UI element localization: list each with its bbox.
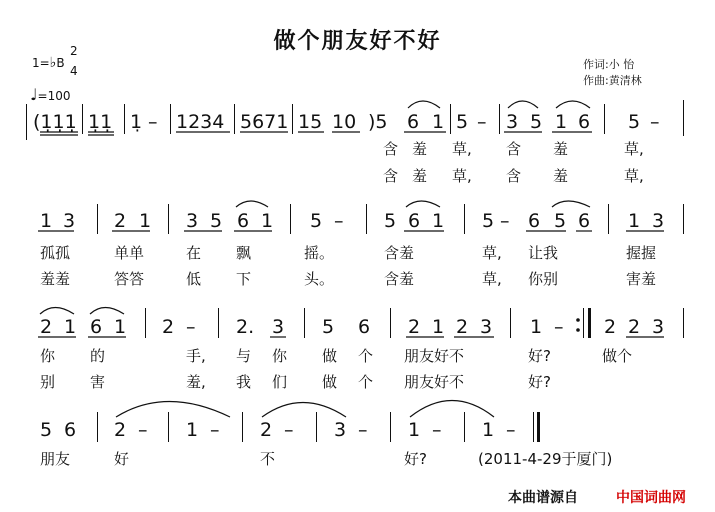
lyric: 草, (482, 244, 502, 262)
note: 1̣ (130, 111, 143, 133)
note: 6 (578, 111, 591, 133)
lyric: 羞 (412, 140, 428, 158)
note: 3 (272, 316, 285, 338)
flat-sign: ♭ (49, 55, 57, 71)
lyric: 你 (272, 347, 288, 365)
lyric: 单单 (114, 244, 145, 262)
lyric: 不 (260, 450, 276, 468)
footer-brand[interactable] (616, 487, 686, 507)
note: 1 (261, 210, 274, 232)
note: 6 (237, 210, 250, 232)
dash: – (334, 210, 344, 232)
note: 2 (408, 316, 421, 338)
note: 2. (236, 316, 255, 338)
lyric: 害羞 (626, 270, 657, 288)
lyric: 与 (236, 347, 252, 365)
dash: – (506, 419, 516, 441)
note: 3 (652, 316, 665, 338)
lyric: 做个 (602, 347, 633, 365)
note: 1 (482, 419, 495, 441)
time-signature-bottom: 4 (70, 64, 78, 78)
lyric: 好? (528, 373, 551, 391)
lyric: 做 (322, 373, 338, 391)
lyric: 羞, (186, 373, 206, 391)
note: 3 (506, 111, 519, 133)
note: 1 (628, 210, 641, 232)
lyric: 下 (236, 270, 252, 288)
lyricist-credit: 作词:小 怡 (583, 58, 635, 71)
lyric: 让我 (528, 244, 559, 262)
dash: – (554, 316, 564, 338)
note: 5 (310, 210, 323, 232)
note-group: 10 (332, 111, 357, 133)
lyric: 孤孤 (40, 244, 71, 262)
tempo-marking: ♩=100 (30, 85, 71, 104)
lyric: 你别 (528, 270, 559, 288)
note: 5 (210, 210, 223, 232)
lyric: 头。 (304, 270, 335, 288)
note: 5 (530, 111, 543, 133)
lyric: 飘 (236, 244, 252, 262)
lyric: 低 (186, 270, 202, 288)
note: 5 (628, 111, 641, 133)
note: 6 (528, 210, 541, 232)
note: 1 (408, 419, 421, 441)
note: 1 (555, 111, 568, 133)
lyric: 你 (40, 347, 56, 365)
dash: – (500, 210, 510, 232)
note: )5 (368, 111, 388, 133)
lyric: 含 (383, 167, 399, 185)
composition-date: (2011-4-29于厦门) (478, 450, 613, 468)
lyric: 好? (404, 450, 427, 468)
lyric: 草, (624, 167, 644, 185)
lyric: 含羞 (384, 270, 415, 288)
note-group: (1̣1̣1̣ (33, 111, 77, 133)
note: 3 (63, 210, 76, 232)
site-name[interactable]: 中国词曲网 (616, 490, 686, 506)
lyric: 草, (452, 167, 472, 185)
lyric: 羞 (553, 167, 569, 185)
lyric: 羞羞 (40, 270, 71, 288)
note: 2 (456, 316, 469, 338)
note: 6 (407, 111, 420, 133)
source-label: 本曲谱源自 (508, 490, 578, 506)
note: 3 (652, 210, 665, 232)
lyric: 别 (40, 373, 56, 391)
note: 1 (114, 316, 127, 338)
note: 5 (384, 210, 397, 232)
page-title: 做个朋友好不好 (273, 29, 442, 54)
time-signature-top: 2 (70, 44, 78, 58)
lyric: 含羞 (384, 244, 415, 262)
dash: – (477, 111, 487, 133)
note-group: 5671 (240, 111, 289, 133)
dash: – (358, 419, 368, 441)
note: 1 (432, 111, 445, 133)
note-group: 1̣1̣ (88, 111, 113, 133)
note: 1 (186, 419, 199, 441)
note: 2 (114, 210, 127, 232)
lyric: 草, (452, 140, 472, 158)
lyric: 朋友好不 (404, 347, 465, 365)
note: 3 (186, 210, 199, 232)
dash: – (148, 111, 158, 133)
lyric: 在 (186, 244, 202, 262)
note: 2 (114, 419, 127, 441)
lyric: 摇。 (304, 244, 335, 262)
note: 5 (482, 210, 495, 232)
note: 1 (64, 316, 77, 338)
lyric: 做 (322, 347, 338, 365)
key-label: 1=♭B (32, 55, 65, 71)
lyric: 含 (506, 167, 522, 185)
note: 6 (64, 419, 77, 441)
note: 2 (628, 316, 641, 338)
note: 6 (358, 316, 371, 338)
note: 5 (322, 316, 335, 338)
note: 2 (260, 419, 273, 441)
note: 2 (604, 316, 617, 338)
lyric: 朋友好不 (404, 373, 465, 391)
lyric: 握握 (626, 244, 657, 262)
footer-source (508, 487, 578, 507)
note: 2 (40, 316, 53, 338)
note: 5 (456, 111, 469, 133)
lyric: 个 (358, 373, 374, 391)
note: 6 (90, 316, 103, 338)
lyric: 好? (528, 347, 551, 365)
lyric: 们 (272, 373, 288, 391)
composer-credit: 作曲:黄清林 (583, 74, 642, 87)
lyric: 羞 (553, 140, 569, 158)
lyric: 好 (114, 450, 130, 468)
quarter-note-icon: ♩ (30, 85, 38, 104)
note: 3 (480, 316, 493, 338)
note: 1 (40, 210, 53, 232)
lyric: 含 (383, 140, 399, 158)
note: 1 (139, 210, 152, 232)
lyric: 含 (506, 140, 522, 158)
dash: – (138, 419, 148, 441)
lyric: 草, (482, 270, 502, 288)
note: 3 (334, 419, 347, 441)
lyric: 羞 (412, 167, 428, 185)
note: 2 (162, 316, 175, 338)
note: 1 (530, 316, 543, 338)
lyric: 的 (90, 347, 106, 365)
dash: – (432, 419, 442, 441)
lyric: 个 (358, 347, 374, 365)
note: 1 (432, 210, 445, 232)
dash: – (210, 419, 220, 441)
lyric: 朋友 (40, 450, 71, 468)
lyric: 草, (624, 140, 644, 158)
note: 1 (432, 316, 445, 338)
dash: – (284, 419, 294, 441)
lyric: 害 (90, 373, 106, 391)
dash: – (650, 111, 660, 133)
note-group: 1234 (176, 111, 225, 133)
dash: – (186, 316, 196, 338)
lyric: 我 (236, 373, 252, 391)
note: 6 (578, 210, 591, 232)
note: 6 (408, 210, 421, 232)
lyric: 手, (186, 347, 206, 365)
lyric: 答答 (114, 270, 145, 288)
note: 5 (40, 419, 53, 441)
note-group: 15 (298, 111, 323, 133)
note: 5 (554, 210, 567, 232)
